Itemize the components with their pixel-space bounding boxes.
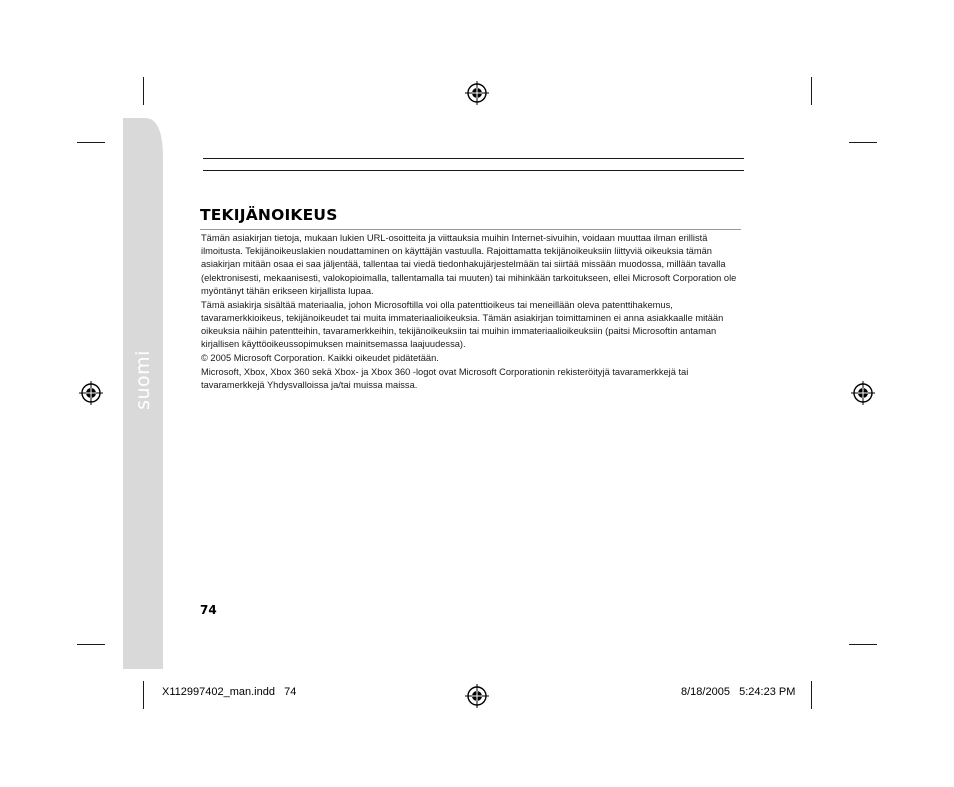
page-number: 74 xyxy=(200,603,217,617)
heading-underline xyxy=(200,229,741,230)
crop-mark-top-left-vertical xyxy=(143,77,144,105)
slug-timestamp: 8/18/2005 5:24:23 PM xyxy=(681,686,796,698)
crop-mark-bottom-right-vertical xyxy=(811,681,812,709)
crop-mark-bottom-left-vertical xyxy=(143,681,144,709)
registration-mark-top-icon xyxy=(464,80,490,106)
paragraph-copyright-line: © 2005 Microsoft Corporation. Kaikki oikeudet pidätetään. xyxy=(201,352,439,363)
crop-mark-bottom-left-horizontal xyxy=(77,644,105,645)
language-side-label: suomi xyxy=(132,350,154,410)
registration-mark-left-icon xyxy=(78,380,104,406)
section-body xyxy=(201,232,741,392)
registration-mark-bottom-icon xyxy=(464,683,490,709)
header-rule-bottom xyxy=(203,170,744,171)
paragraph-trademarks: Microsoft, Xbox, Xbox 360 sekä Xbox- ja Xbox 360 -logot ovat Microsoft Corporationin rekisteröityjä tavaramerkkejä tai tavaramerkkejä Yhdysvalloissa ja/tai muissa maissa. xyxy=(201,366,689,390)
paragraph-intellectual-property: Tämä asiakirja sisältää materiaalia, johon Microsoftilla voi olla patenttioikeus tai meneillään oleva patenttihakemus, tavaramerkkioikeus, tekijänoikeudet tai muita immateriaalioikeuksia. Tämän asiakirjan toimittaminen ei anna asiakkaalle mitään oikeuksia näihin patentteihin, tavaramerkkeihin, tekijänoikeuksiin tai muihin immateriaalioikeuksiin (paitsi Microsoftin antaman kirjallisen käyttöoikeussopimuksen mainitsemassa laajuudessa). xyxy=(201,299,724,350)
crop-mark-top-right-vertical xyxy=(811,77,812,105)
section-heading: TEKIJÄNOIKEUS xyxy=(200,206,338,224)
crop-mark-bottom-right-horizontal xyxy=(849,644,877,645)
slug-file-name: X112997402_man.indd 74 xyxy=(162,686,297,698)
paragraph-copyright-notice: Tämän asiakirjan tietoja, mukaan lukien URL-osoitteita ja viittauksia muihin Internet-sivuihin, voidaan muuttaa ilman erillistä ilmoitusta. Tekijänoikeuslakien noudattaminen on käyttäjän vastuulla. Rajoittamatta tekijänoikeuksiin liittyviä oikeuksia tämän asiakirjan mitään osaa ei saa jäljentää, tallentaa tai viedä tiedonhakujärjestelmään tai siirtää missään muodossa, millään tavalla (elektronisesti, mekaanisesti, valokopioimalla, tallentamalla tai muuten) tai mihinkään tarkoitukseen, ellei Microsoft Corporation ole myöntänyt tähän erikseen kirjallista lupaa. xyxy=(201,233,737,296)
crop-mark-top-right-horizontal xyxy=(849,142,877,143)
registration-mark-right-icon xyxy=(850,380,876,406)
header-rule-top xyxy=(203,158,744,159)
crop-mark-top-left-horizontal xyxy=(77,142,105,143)
